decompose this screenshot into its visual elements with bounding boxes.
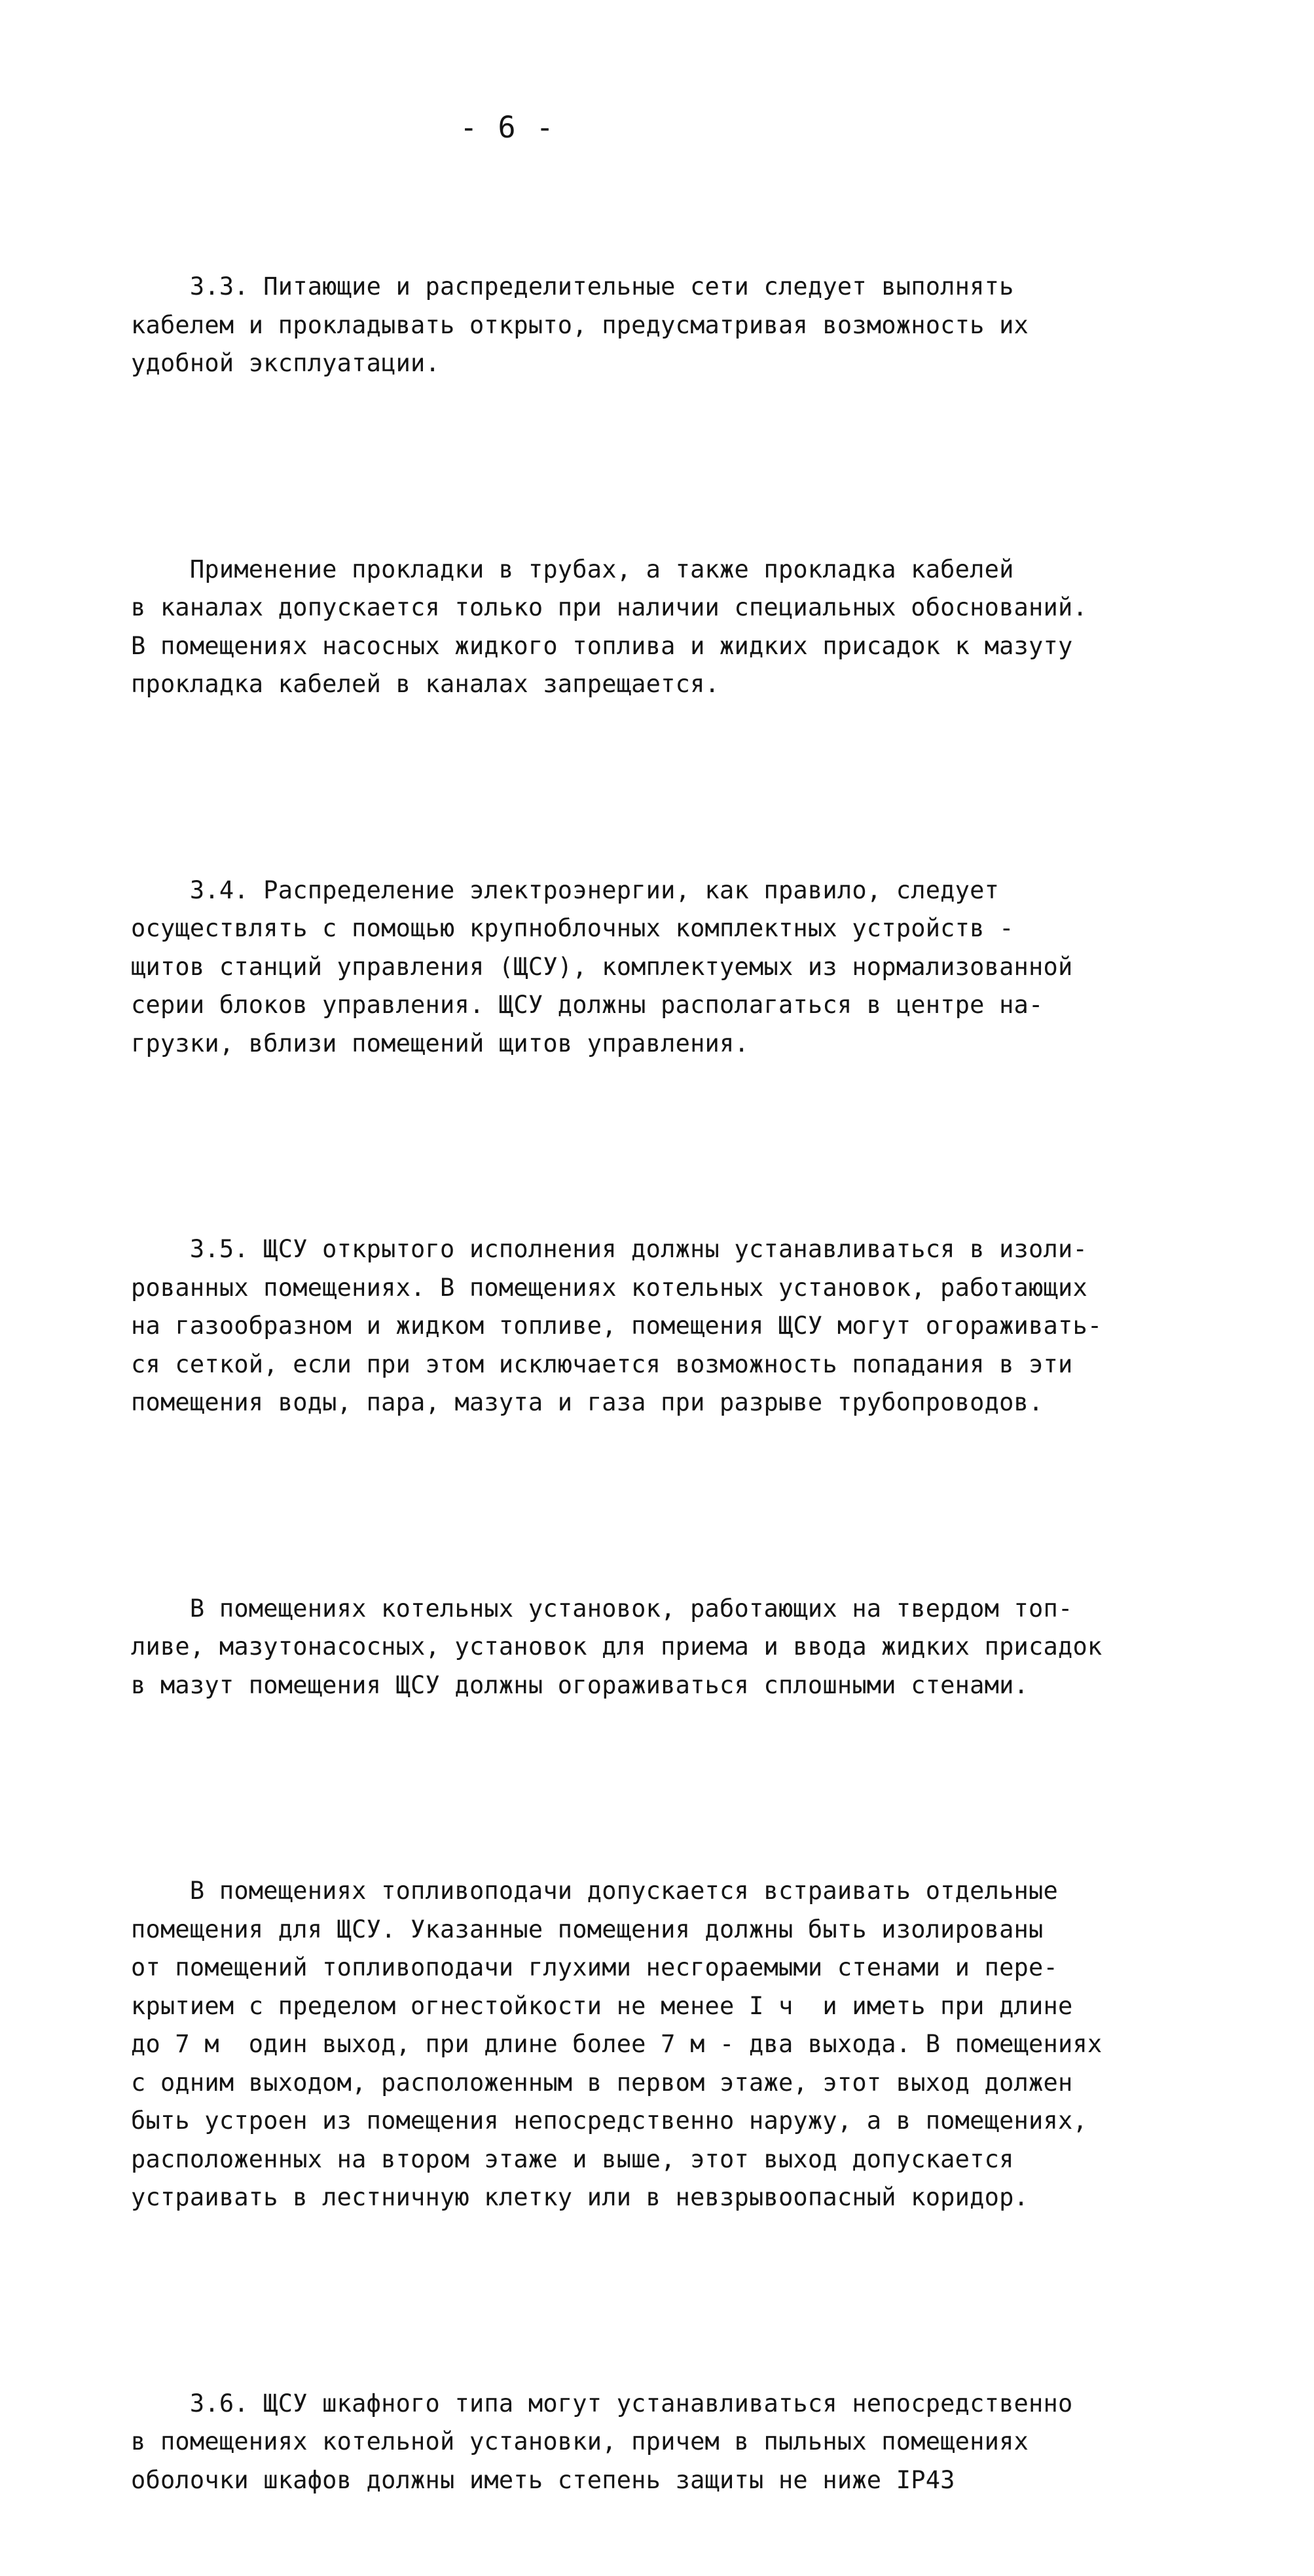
- text-line: рованных помещениях. В помещениях котельных установок, работающих: [131, 1269, 1244, 1308]
- text-line: с одним выходом, расположенным в первом этаже, этот выход должен: [131, 2064, 1244, 2103]
- text-line: оболочки шкафов должны иметь степень защиты не ниже IP43: [131, 2461, 1244, 2500]
- text-line: 3.3. Питающие и распределительные сети следует выполнять: [131, 268, 1244, 306]
- text-line: серии блоков управления. ЩСУ должны располагаться в центре на-: [131, 986, 1244, 1025]
- text-line: в каналах допускается только при наличии специальных обоснований.: [131, 589, 1244, 627]
- paragraph-3-4: [131, 795, 1244, 1140]
- paragraph-3-5-solid-walls: [131, 1513, 1244, 1782]
- text-line: 3.5. ЩСУ открытого исполнения должны устанавливаться в изоли-: [131, 1230, 1244, 1269]
- text-line: ся сеткой, если при этом исключается возможность попадания в эти: [131, 1346, 1244, 1384]
- text-line: осуществлять с помощью крупноблочных комплектных устройств -: [131, 910, 1244, 948]
- text-line: ливе, мазутонасосных, установок для приема и ввода жидких присадок: [131, 1628, 1244, 1666]
- text-line: на газообразном и жидком топливе, помещения ЩСУ могут огораживать-: [131, 1307, 1244, 1346]
- text-line: В помещениях топливоподачи допускается встраивать отдельные: [131, 1872, 1244, 1911]
- text-line: прокладка кабелей в каналах запрещается.: [131, 665, 1244, 704]
- text-line: крытием с пределом огнестойкости не менее I ч и иметь при длине: [131, 1987, 1244, 2026]
- text-line: 3.6. ЩСУ шкафного типа могут устанавливаться непосредственно: [131, 2385, 1244, 2423]
- paragraph-3-5: [131, 1154, 1244, 1499]
- text-line: В помещениях котельных установок, работающих на твердом топ-: [131, 1590, 1244, 1628]
- paragraph-3-6: [131, 2308, 1244, 2576]
- paragraph-3-5-fuel-supply: [131, 1795, 1244, 2294]
- text-line: от помещений топливоподачи глухими несгораемыми стенами и пере-: [131, 1949, 1244, 1987]
- paragraph-3-3: [131, 191, 1244, 460]
- text-line: помещения для ЩСУ. Указанные помещения должны быть изолированы: [131, 1911, 1244, 1949]
- text-line: расположенных на втором этаже и выше, этот выход допускается: [131, 2141, 1244, 2179]
- text-line: до 7 м один выход, при длине более 7 м - два выхода. В помещениях: [131, 2025, 1244, 2064]
- body-text: [131, 191, 1244, 2576]
- text-line: помещения воды, пара, мазута и газа при разрыве трубопроводов.: [131, 1384, 1244, 1422]
- paragraph-3-3-pipes: [131, 474, 1244, 781]
- text-line: в помещениях котельной установки, причем в пыльных помещениях: [131, 2423, 1244, 2461]
- page-number: - 6 -: [0, 110, 1015, 145]
- text-line: в мазут помещения ЩСУ должны огораживаться сплошными стенами.: [131, 1666, 1244, 1705]
- text-line: 3.4. Распределение электроэнергии, как правило, следует: [131, 872, 1244, 910]
- text-line: Применение прокладки в трубах, а также прокладка кабелей: [131, 551, 1244, 589]
- text-line: грузки, вблизи помещений щитов управления.: [131, 1025, 1244, 1063]
- text-line: кабелем и прокладывать открыто, предусматривая возможность их: [131, 306, 1244, 345]
- text-line: удобной эксплуатации.: [131, 344, 1244, 383]
- text-line: В помещениях насосных жидкого топлива и жидких присадок к мазуту: [131, 627, 1244, 666]
- text-line: быть устроен из помещения непосредственно наружу, а в помещениях,: [131, 2102, 1244, 2141]
- text-line: устраивать в лестничную клетку или в невзрывоопасный коридор.: [131, 2179, 1244, 2217]
- text-line: щитов станций управления (ЩСУ), комплектуемых из нормализованной: [131, 948, 1244, 987]
